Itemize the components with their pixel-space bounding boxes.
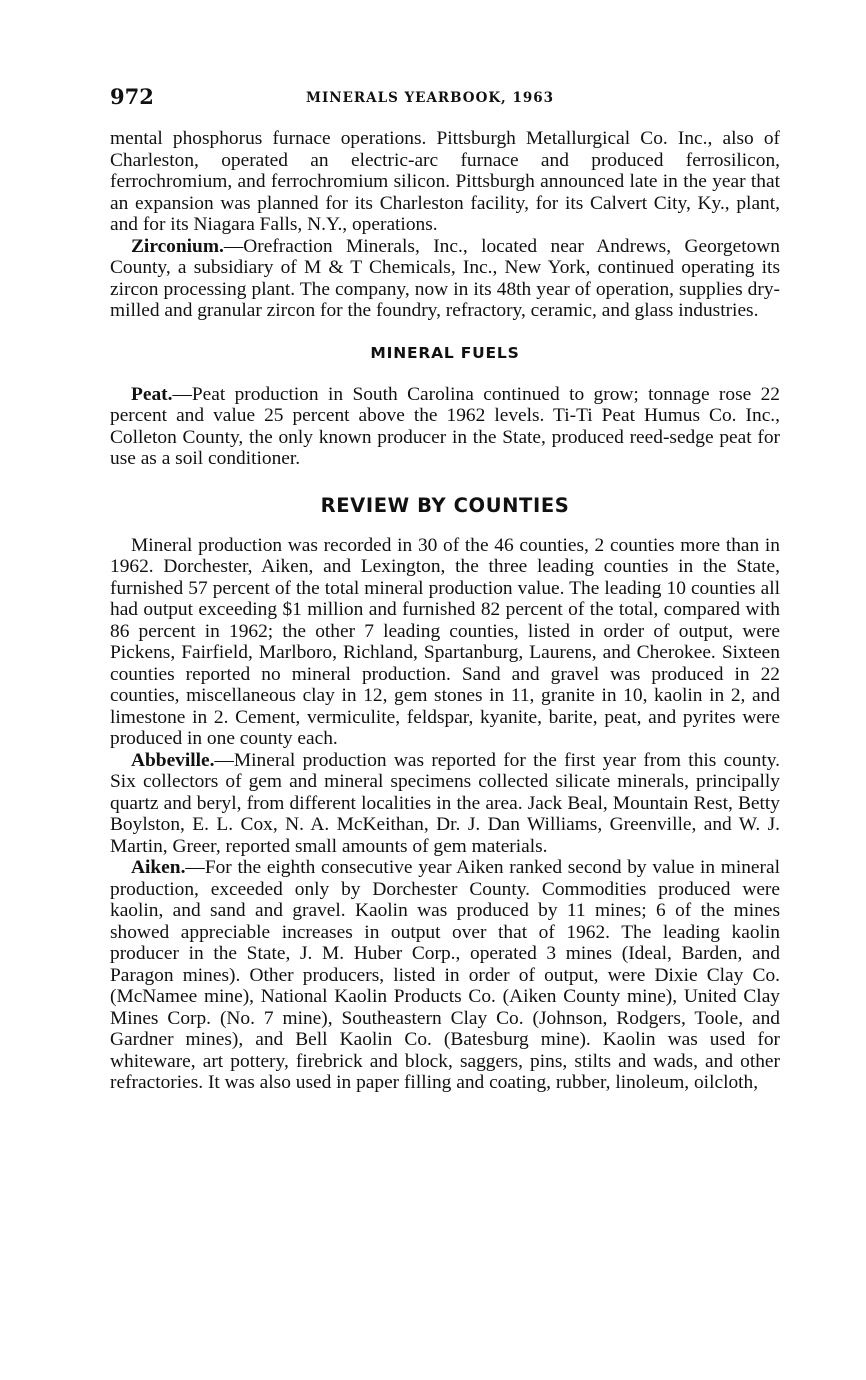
paragraph-peat-text: —Peat production in South Carolina continued to grow; tonnage rose 22 percent and value 25 percent above the 1962 levels. Ti-Ti Peat Humus Co. Inc., Colleton County, the only known producer in the State, produced reed-sedge peat for use as a soil conditioner.: [110, 383, 780, 469]
section-heading-mineral-fuels: MINERAL FUELS: [370, 343, 520, 362]
page-number: 972: [110, 84, 154, 109]
paragraph-phosphorus-continuation: mental phosphorus furnace operations. Pittsburgh Metallurgical Co. Inc., also of Charleston, operated an electric-arc furnace and produced ferrosilicon, ferrochromium, and ferrochromium silicon. Pittsburgh announced late in the year that an expansion was planned for its Charleston facility, for its Calvert City, Ky., plant, and for its Niagara Falls, N.Y., operations.: [110, 128, 780, 235]
section-heading-review-by-counties: REVIEW BY COUNTIES: [320, 493, 570, 517]
run-in-heading-aiken: Aiken.: [131, 857, 186, 878]
paragraph-abbeville-text: —Mineral production was reported for the first year from this county. Six collectors of gem and mineral specimens collected silicate minerals, principally quartz and beryl, from different localities in the area. Jack Beal, Mountain Rest, Betty Boylston, E. L. Cox, N. A. McKeithan, Dr. J. Dan Williams, Greenville, and W. J. Martin, Greer, reported small amounts of gem materials.: [110, 749, 780, 857]
running-head: [110, 84, 780, 114]
run-in-heading-zirconium: Zirconium.: [131, 235, 224, 257]
run-in-heading-abbeville: Abbeville.: [131, 749, 215, 771]
paragraph-zirconium-text: —Orefraction Minerals, Inc., located near Andrews, Georgetown County, a subsidiary of M & T Chemicals, Inc., New York, continued operating its zircon processing plant. The company, now in its 48th year of operation, supplies dry-milled and granular zircon for the foundry, refractory, ceramic, and glass industries.: [110, 235, 780, 321]
paragraph-peat: [110, 384, 780, 470]
document-page: [110, 84, 780, 1094]
paragraph-aiken: [110, 857, 780, 1094]
paragraph-zirconium: [110, 236, 780, 322]
paragraph-abbeville: [110, 750, 780, 858]
run-in-heading-peat: Peat.: [131, 383, 173, 405]
running-title: MINERALS YEARBOOK, 1963: [306, 90, 555, 106]
paragraph-review-intro: Mineral production was recorded in 30 of the 46 counties, 2 counties more than in 1962. Dorchester, Aiken, and Lexington, the three leading counties in the State, furnished 57 percent of the total mineral production value. The leading 10 counties all had output exceeding $1 million and furnished 82 percent of the total, compared with 86 percent in 1962; the other 7 leading counties, listed in order of output, were Pickens, Fairfield, Marlboro, Richland, Spartanburg, Laurens, and Cherokee. Sixteen counties reported no mineral production. Sand and gravel was produced in 22 counties, miscellaneous clay in 12, gem stones in 11, granite in 10, kaolin in 2, and limestone in 2. Cement, vermiculite, feldspar, kyanite, barite, peat, and pyrites were produced in one county each.: [110, 534, 780, 749]
paragraph-aiken-text: —For the eighth consecutive year Aiken ranked second by value in mineral production, exceeded only by Dorchester County. Commodities produced were kaolin, and sand and gravel. Kaolin was produced by 11 mines; 6 of the mines showed appreciable increases in output over that of 1962. The leading kaolin producer in the State, J. M. Huber Corp., operated 3 mines (Ideal, Barden, and Paragon mines). Other producers, listed in order of output, were Dixie Clay Co. (McNamee mine), National Kaolin Products Co. (Aiken County mine), United Clay Mines Corp. (No. 7 mine), Southeastern Clay Co. (Johnson, Rodgers, Toole, and Gardner mines), and Bell Kaolin Co. (Batesburg mine). Kaolin was used for whiteware, art pottery, firebrick and block, saggers, pins, stilts and wads, and other refractories. It was also used in paper filling and coating, rubber, linoleum, oilcloth,: [110, 857, 780, 1093]
